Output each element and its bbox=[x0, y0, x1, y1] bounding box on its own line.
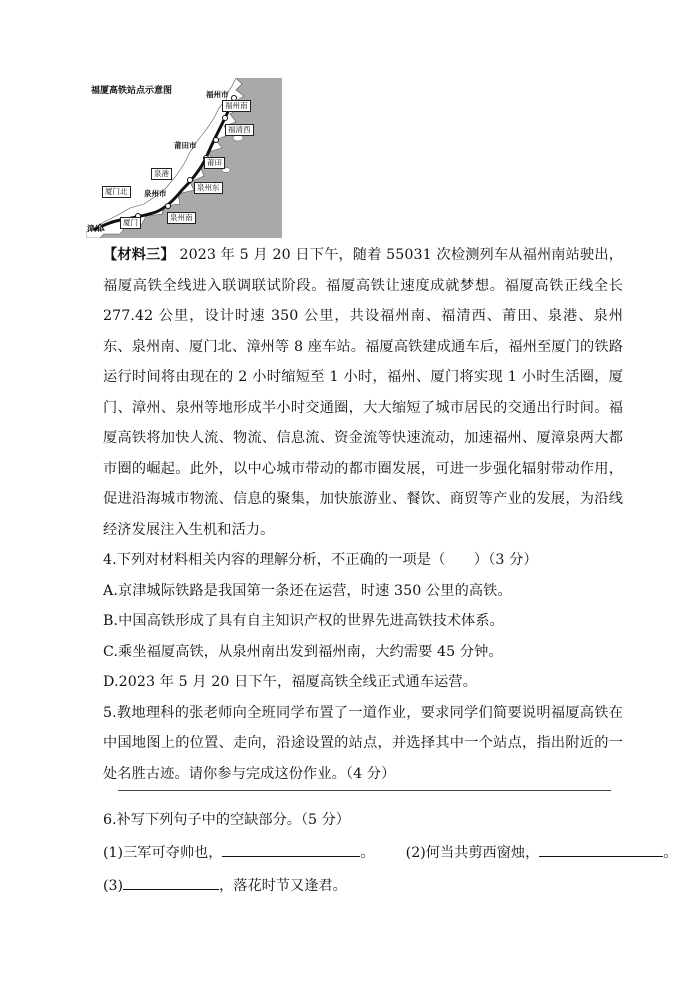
label-fuzhou-south: 福州南 bbox=[222, 100, 251, 112]
material-tag: 【材料三】 bbox=[103, 247, 175, 263]
question-6-stem: 6.补写下列句子中的空缺部分。（5 分） bbox=[103, 812, 350, 828]
map-title: 福厦高铁站点示意图 bbox=[91, 86, 173, 96]
question-4-option-b: B.中国高铁形成了具有自主知识产权的世界先进高铁技术体系。 bbox=[103, 613, 504, 629]
q6-item3-blank[interactable] bbox=[123, 873, 219, 890]
question-4-stem: 4.下列对材料相关内容的理解分析，不正确的一项是（ ）（3 分） bbox=[103, 552, 538, 568]
q6-item3-prefix: (3) bbox=[103, 878, 124, 894]
q6-item2-blank[interactable] bbox=[539, 840, 663, 857]
question-5: 5.教地理科的张老师向全班同学布置了一道作业，要求同学们简要说明福厦高铁在中国地图上的位置、走向，沿途设置的站点，并选择其中一个站点，指出附近的一处名胜古迹。请你参与完成这份作业。（4 分） bbox=[103, 704, 623, 782]
label-zhangzhou: 漳州 bbox=[87, 224, 102, 233]
label-quanzhou-east: 泉州东 bbox=[194, 182, 223, 194]
question-4-option-a: A.京津城际铁路是我国第一条还在运营，时速 350 公里的高铁。 bbox=[103, 582, 512, 599]
question-6 bbox=[103, 804, 678, 903]
q6-item1-blank[interactable] bbox=[222, 840, 360, 857]
q6-item1-suffix: 。 bbox=[360, 845, 375, 861]
document-body bbox=[103, 240, 623, 789]
label-quangang: 泉港 bbox=[151, 168, 172, 180]
label-fuqing-west: 福清西 bbox=[225, 124, 254, 136]
label-quanzhou-south: 泉州南 bbox=[167, 212, 196, 224]
question-4-option-d: D.2023 年 5 月 20 日下午，福厦高铁全线正式通车运营。 bbox=[103, 674, 477, 690]
question-4-option-c: C.乘坐福厦高铁，从泉州南出发到福州南，大约需要 45 分钟。 bbox=[103, 643, 503, 660]
question-6-row-1 bbox=[103, 837, 678, 870]
q6-item2-prefix: (2)何当共剪西窗烛， bbox=[405, 845, 540, 861]
label-putian-city: 莆田市 bbox=[174, 141, 197, 150]
label-xiamen: 厦门 bbox=[120, 217, 141, 229]
label-fuzhou-city: 福州市 bbox=[206, 90, 229, 99]
label-putian: 莆田 bbox=[204, 157, 225, 169]
label-quanzhou-city: 泉州市 bbox=[144, 189, 167, 198]
label-xiamen-north: 厦门北 bbox=[102, 186, 131, 198]
q6-item1-prefix: (1)三军可夺帅也， bbox=[103, 845, 223, 861]
question-6-row-2 bbox=[103, 870, 643, 903]
q6-item2-suffix: 。 bbox=[663, 845, 678, 861]
answer-line[interactable] bbox=[118, 790, 611, 791]
railway-map bbox=[86, 78, 282, 238]
material-body: 2023 年 5 月 20 日下午，随着 55031 次检测列车从福州南站驶出，福厦高铁全线进入联调联试阶段。福厦高铁让速度成就梦想。福厦高铁正线全长 277.42 公里，设计时速 350 公里，共设福州南、福清西、莆田、泉港、泉州东、泉州南、厦门北、漳州等 8 座车站。福厦高铁建成通车后，福州至厦门的铁路运行时间将由现在的 2 小时缩短至 1 小时，福州、厦门将实现 1 小时生活圈，厦门、漳州、泉州等地形成半小时交通圈，大大缩短了城市居民的交通出行时间。福厦高铁将加快人流、物流、信息流、资金流等快速流动，加速福州、厦漳泉两大都市圈的崛起。此外，以中心城市带动的都市圈发展，可进一步强化辐射带动作用，促进沿海城市物流、信息的聚集，加快旅游业、餐饮、商贸等产业的发展，为沿线经济发展注入生机和活力。 bbox=[103, 247, 623, 538]
q6-item3-suffix: ，落花时节又逢君。 bbox=[219, 878, 347, 894]
material-three bbox=[103, 240, 623, 545]
